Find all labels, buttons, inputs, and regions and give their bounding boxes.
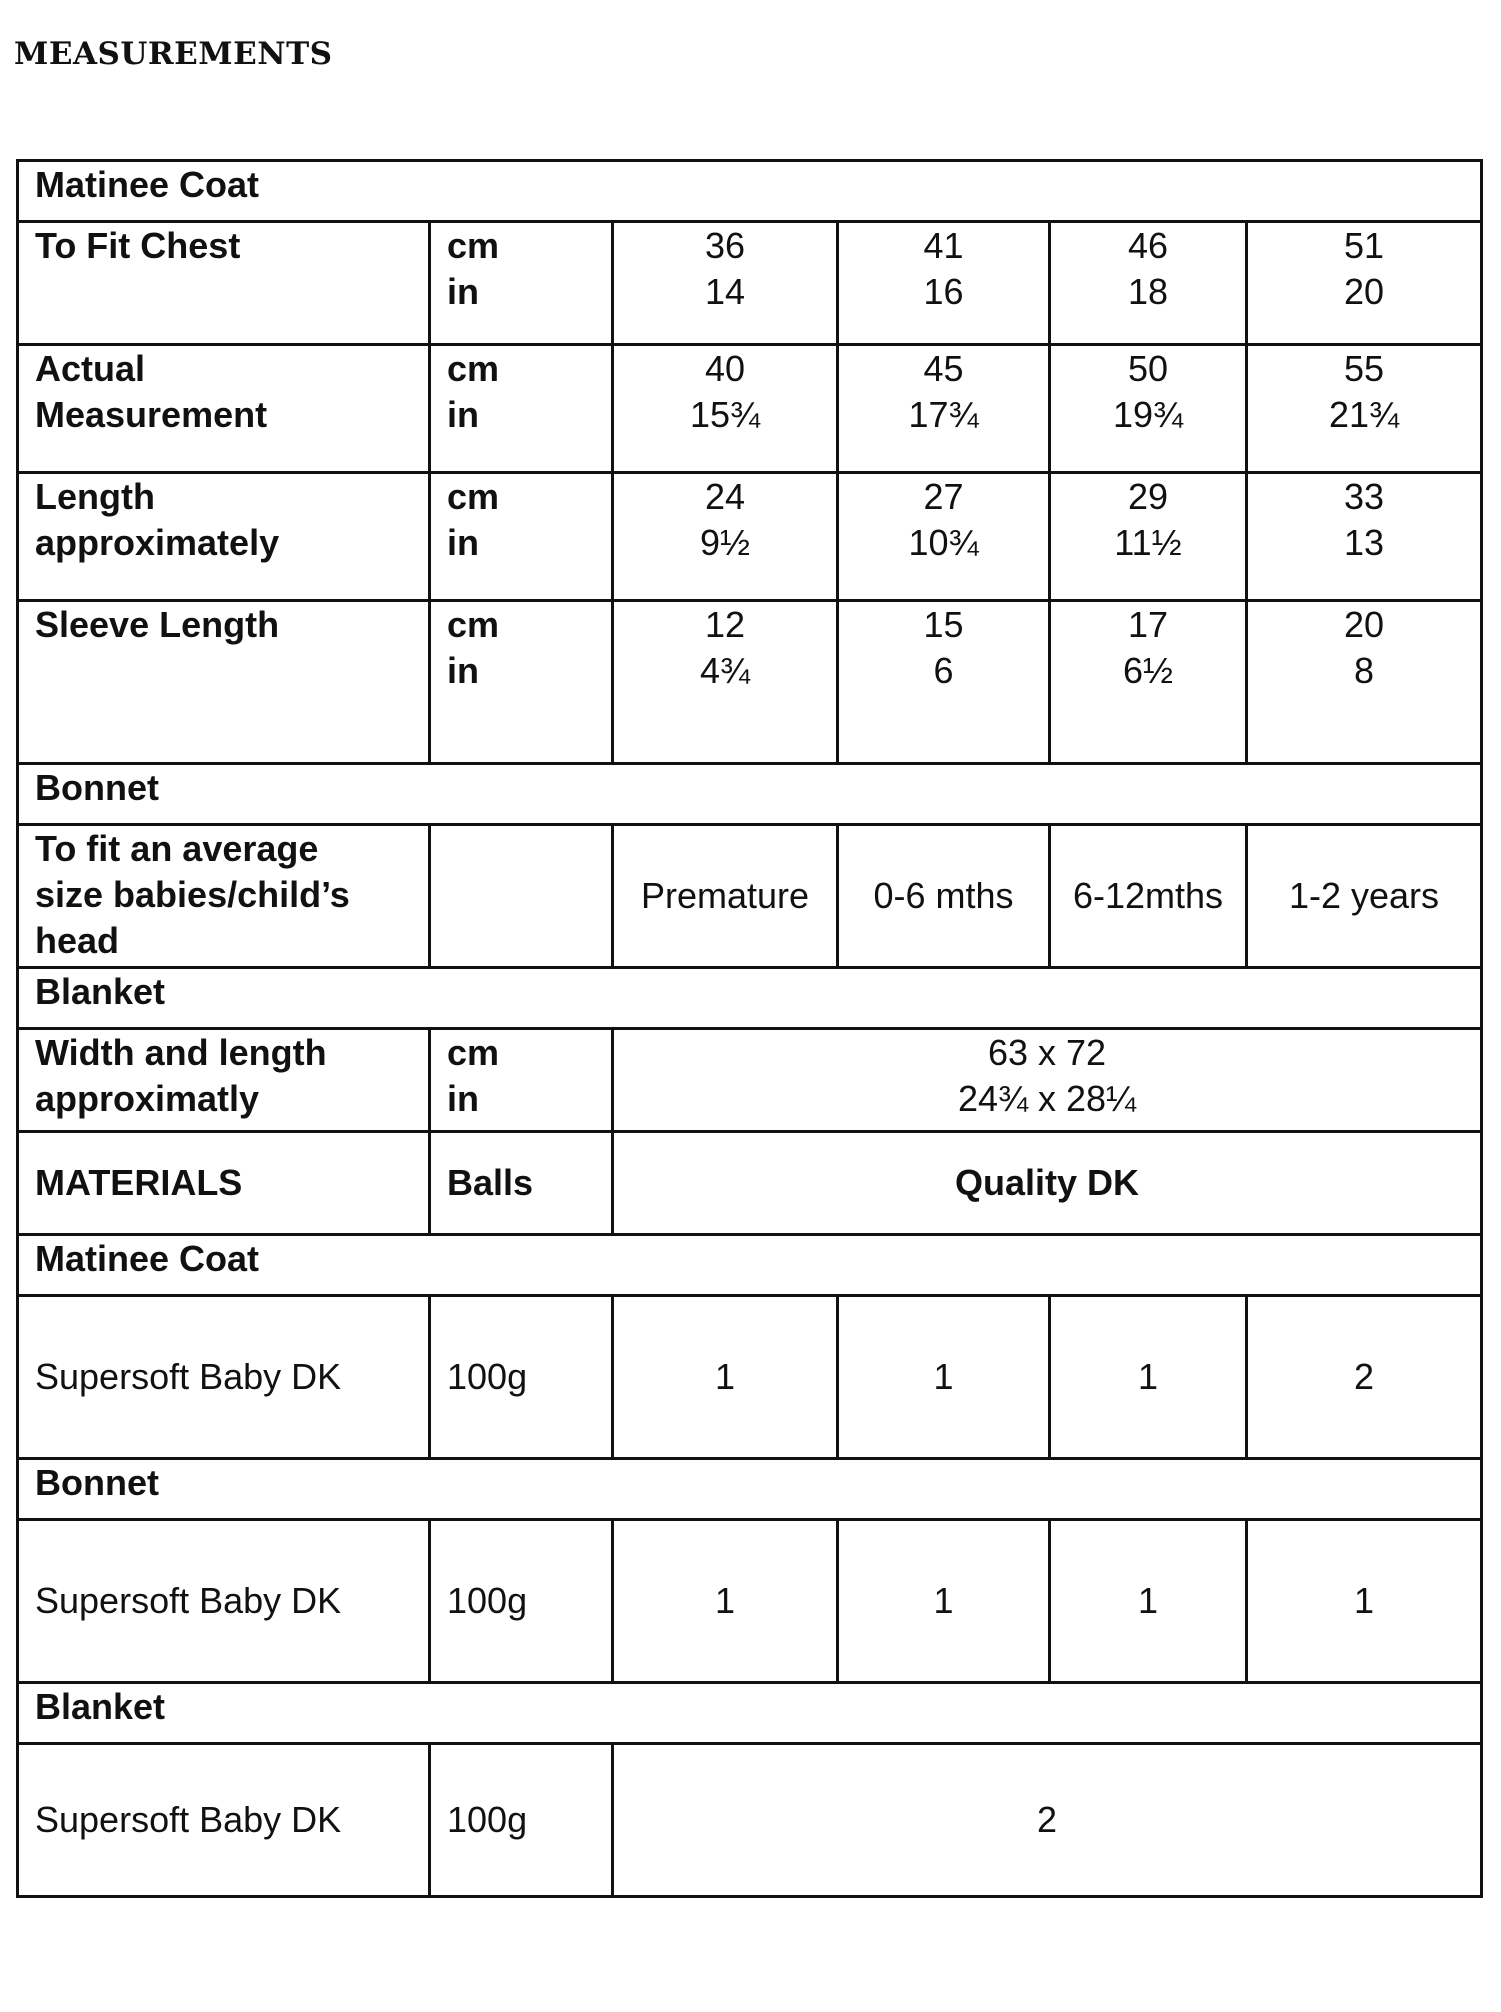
yarn-name: Supersoft Baby DK — [18, 1744, 430, 1897]
measurement-unit — [430, 222, 613, 345]
cell-line: 55 — [1343, 348, 1385, 389]
section-title: Bonnet — [18, 1459, 1482, 1520]
quality-header: Quality DK — [613, 1132, 1482, 1235]
cell-line: 40 — [704, 348, 746, 389]
size-value — [613, 473, 838, 601]
section-title: Matinee Coat — [18, 1235, 1482, 1296]
section-title: Blanket — [18, 968, 1482, 1029]
cell-line: 33 — [1343, 476, 1385, 517]
cell-line: in — [447, 271, 479, 312]
cell-line: 9½ — [699, 522, 751, 563]
cell-line: 51 — [1343, 225, 1385, 266]
section-title: Bonnet — [18, 764, 1482, 825]
cell-line — [35, 648, 412, 694]
size-value — [1247, 222, 1482, 345]
balls-header: Balls — [430, 1132, 613, 1235]
section-title: Matinee Coat — [18, 161, 1482, 222]
material-row — [18, 1296, 1482, 1459]
measurement-label — [18, 473, 430, 601]
cell-line: 46 — [1127, 225, 1169, 266]
cell-line: approximatly — [35, 1078, 260, 1119]
cell-line: size babies/child’s — [35, 874, 350, 915]
size-value — [838, 473, 1050, 601]
bonnet-unit — [430, 825, 613, 968]
measurement-row — [18, 222, 1482, 345]
material-row — [18, 1744, 1482, 1897]
material-section — [18, 1683, 1482, 1744]
cell-line: 45 — [923, 348, 964, 389]
cell-line: cm — [447, 476, 500, 517]
material-section — [18, 1459, 1482, 1520]
cell-line: 24 — [704, 476, 746, 517]
cell-line: 27 — [923, 476, 964, 517]
cell-line: 29 — [1127, 476, 1169, 517]
cell-line: 24¾ x 28¼ — [957, 1078, 1137, 1119]
size-value — [613, 222, 838, 345]
section-title: Blanket — [18, 1683, 1482, 1744]
cell-line: 50 — [1127, 348, 1169, 389]
measurement-unit — [430, 345, 613, 473]
size-value — [613, 345, 838, 473]
cell-line: 14 — [704, 271, 746, 312]
cell-line: cm — [447, 1032, 500, 1073]
cell-line: 12 — [704, 604, 746, 645]
measurement-row — [18, 473, 1482, 601]
cell-line: 8 — [1353, 650, 1375, 691]
cell-line: head — [35, 920, 120, 961]
measurement-unit — [430, 601, 613, 764]
yarn-weight: 100g — [430, 1520, 613, 1683]
size-value — [1247, 345, 1482, 473]
cell-line: 17 — [1127, 604, 1169, 645]
cell-line: 6½ — [1122, 650, 1174, 691]
material-section — [18, 1235, 1482, 1296]
cell-line: Sleeve Length — [35, 604, 280, 645]
cell-line: 6 — [933, 650, 954, 691]
size-value — [838, 601, 1050, 764]
blanket-size-row — [18, 1029, 1482, 1132]
cell-line: 20 — [1343, 271, 1385, 312]
cell-line: 4¾ — [699, 650, 751, 691]
measurements-table — [16, 159, 1483, 1898]
section-matinee-coat — [18, 161, 1482, 222]
blanket-value — [613, 1029, 1482, 1132]
size-value — [1247, 601, 1482, 764]
yarn-name: Supersoft Baby DK — [18, 1520, 430, 1683]
cell-line: Measurement — [35, 394, 268, 435]
section-blanket — [18, 968, 1482, 1029]
bonnet-label — [18, 825, 430, 968]
cell-line: Length — [35, 476, 155, 517]
materials-header: MATERIALS — [18, 1132, 430, 1235]
measurement-label — [18, 345, 430, 473]
cell-line: cm — [447, 225, 500, 266]
cell-line: 63 x 72 — [987, 1032, 1107, 1073]
cell-line: 21¾ — [1328, 394, 1400, 435]
ball-count: 2 — [1247, 1296, 1482, 1459]
size-value — [838, 345, 1050, 473]
size-value — [838, 222, 1050, 345]
measurement-row — [18, 601, 1482, 764]
cell-line: 20 — [1343, 604, 1385, 645]
bonnet-size: 1-2 years — [1247, 825, 1482, 968]
ball-count: 1 — [1247, 1520, 1482, 1683]
size-value — [1050, 473, 1247, 601]
cell-line: 13 — [1343, 522, 1385, 563]
ball-count: 1 — [613, 1296, 838, 1459]
cell-line: in — [447, 394, 479, 435]
cell-line: cm — [447, 604, 500, 645]
cell-line: 15 — [923, 604, 964, 645]
cell-line: To fit an average — [35, 828, 319, 869]
ball-count: 1 — [1050, 1520, 1247, 1683]
yarn-weight: 100g — [430, 1744, 613, 1897]
cell-line: 41 — [923, 225, 964, 266]
cell-line: 15¾ — [689, 394, 761, 435]
size-value — [1247, 473, 1482, 601]
cell-line — [35, 269, 412, 315]
ball-count: 1 — [1050, 1296, 1247, 1459]
material-row — [18, 1520, 1482, 1683]
measurement-label — [18, 222, 430, 345]
cell-line: 10¾ — [908, 522, 979, 563]
size-value — [1050, 601, 1247, 764]
blanket-unit — [430, 1029, 613, 1132]
ball-count: 1 — [838, 1520, 1050, 1683]
ball-count: 1 — [838, 1296, 1050, 1459]
cell-line: in — [447, 1078, 479, 1119]
measurement-unit — [430, 473, 613, 601]
cell-line: 19¾ — [1112, 394, 1184, 435]
size-value — [613, 601, 838, 764]
measurement-label — [18, 601, 430, 764]
ball-count: 2 — [613, 1744, 1482, 1897]
cell-line: in — [447, 522, 479, 563]
cell-line: 18 — [1127, 271, 1169, 312]
ball-count: 1 — [613, 1520, 838, 1683]
cell-line: in — [447, 650, 479, 691]
cell-line: approximately — [35, 522, 280, 563]
cell-line: 11½ — [1114, 522, 1182, 563]
yarn-name: Supersoft Baby DK — [18, 1296, 430, 1459]
blanket-label — [18, 1029, 430, 1132]
materials-header-row — [18, 1132, 1482, 1235]
size-value — [1050, 345, 1247, 473]
measurement-row — [18, 345, 1482, 473]
cell-line: cm — [447, 348, 500, 389]
bonnet-size-row — [18, 825, 1482, 968]
section-bonnet — [18, 764, 1482, 825]
cell-line: 36 — [704, 225, 746, 266]
bonnet-size: 0-6 mths — [838, 825, 1050, 968]
bonnet-size: Premature — [613, 825, 838, 968]
cell-line: 17¾ — [908, 394, 979, 435]
bonnet-size: 6-12mths — [1050, 825, 1247, 968]
size-value — [1050, 222, 1247, 345]
cell-line: Actual — [35, 348, 146, 389]
cell-line: To Fit Chest — [35, 225, 241, 266]
cell-line: Width and length — [35, 1032, 327, 1073]
page-heading: MEASUREMENTS — [14, 36, 333, 72]
cell-line: 16 — [923, 271, 964, 312]
yarn-weight: 100g — [430, 1296, 613, 1459]
